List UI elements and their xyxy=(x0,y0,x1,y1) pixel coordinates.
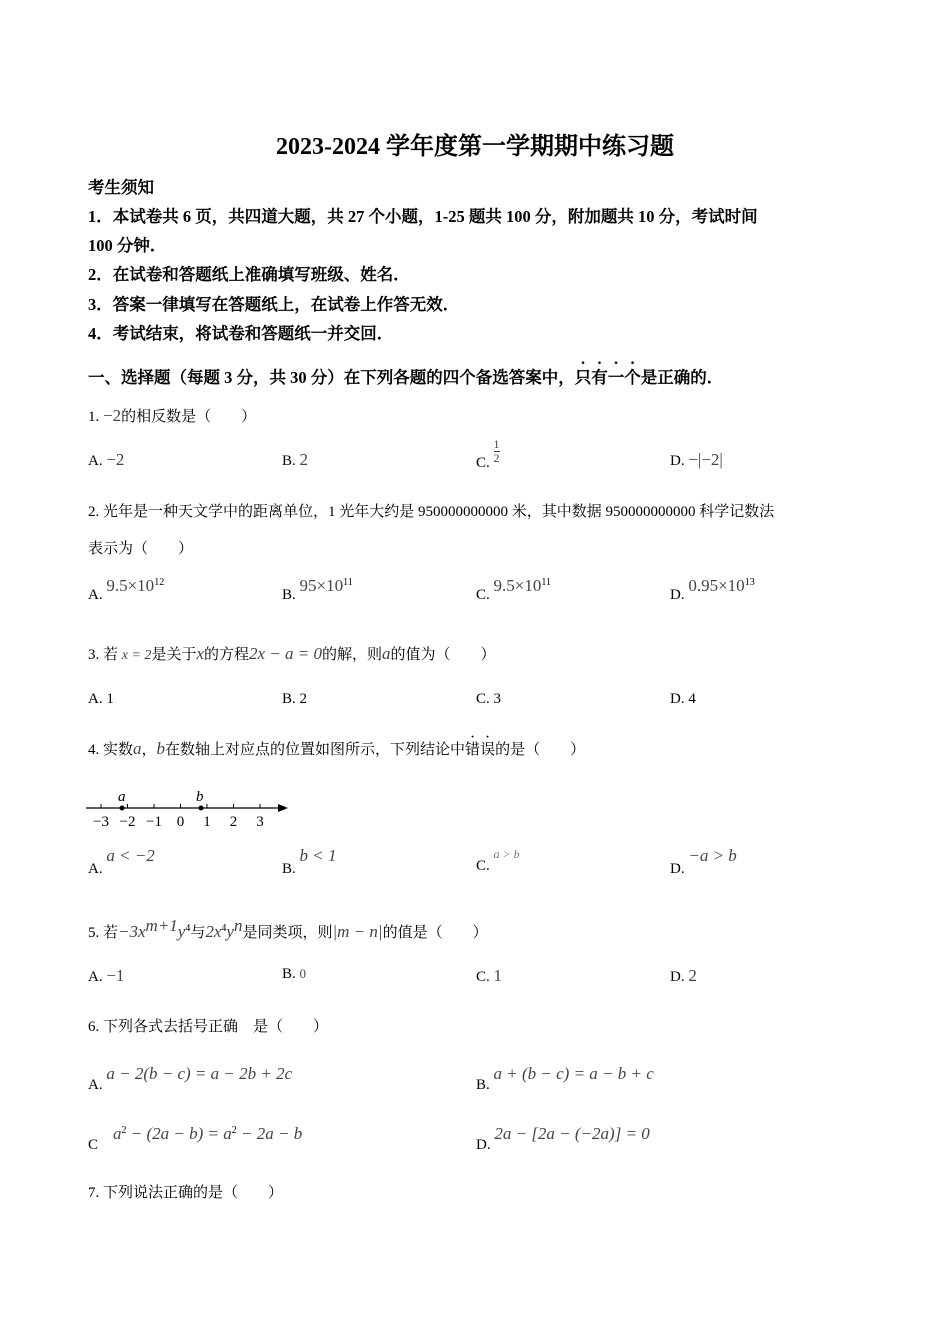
math-expr: − 2a − b xyxy=(236,1124,303,1143)
math-expr: a < −2 xyxy=(106,846,155,865)
denominator: 2 xyxy=(493,451,500,465)
q1-option-d xyxy=(670,450,723,470)
q3-option-b: B. 2 xyxy=(282,691,308,707)
option-label: A. xyxy=(88,587,103,603)
q3-option-a: A. 1 xyxy=(88,691,114,707)
emph-char: 有 xyxy=(591,368,608,387)
q5-option-a xyxy=(88,966,124,986)
point-a-marker xyxy=(120,806,125,811)
fraction xyxy=(494,438,500,465)
axis-tick-labels xyxy=(93,814,264,830)
point-b-label: b xyxy=(196,789,204,805)
math-expr: 2a − [2a − (−2a)] = 0 xyxy=(494,1124,650,1143)
question-1 xyxy=(88,405,256,426)
q5-option-b xyxy=(282,966,306,983)
emph-char: 错 xyxy=(465,742,481,758)
option-label: A. xyxy=(88,1077,103,1093)
q6-option-d xyxy=(476,1124,650,1154)
axis-tick-label: −3 xyxy=(93,814,109,830)
math-expr: 9.5×10 xyxy=(106,576,155,595)
math-var: y xyxy=(177,922,186,941)
exponent: m+1 xyxy=(145,916,178,935)
notice-item-1: 1．本试卷共 6 页，共四道大题，共 27 个小题，1-25 题共 100 分，附加题共 10 分，考试时间 xyxy=(88,207,758,226)
exponent: 11 xyxy=(541,577,551,588)
question-2-line-1: 2. 光年是一种天文学中的距离单位，1 光年大约是 950000000000 米，其中数据 950000000000 科学记数法 xyxy=(88,504,775,520)
q2-option-c xyxy=(476,576,551,604)
option-label: C. xyxy=(476,587,490,603)
q3-option-c: C. 3 xyxy=(476,691,502,707)
q5-option-d xyxy=(670,966,697,986)
math-expr: a > b xyxy=(493,847,520,861)
q2-option-d xyxy=(670,576,755,604)
math-expr: a − 2(b − c) = a − 2b + 2c xyxy=(106,1064,293,1083)
math-expr: 2x xyxy=(205,922,222,941)
option-label: B. xyxy=(282,966,296,982)
math-expr: −2 xyxy=(106,450,125,469)
exponent: 11 xyxy=(343,577,353,588)
point-a-label: a xyxy=(118,789,126,805)
q4-option-a xyxy=(88,846,155,878)
question-text: 的相反数是（ ） xyxy=(121,409,257,425)
option-label: C. xyxy=(476,454,490,471)
option-label: D. xyxy=(670,587,685,603)
q6-option-b xyxy=(476,1064,654,1094)
question-number: 1. xyxy=(88,409,100,425)
question-number: 3. 若 xyxy=(88,647,119,663)
option-label: D. xyxy=(670,453,685,469)
option-label: C. xyxy=(476,969,490,985)
notice-item-1-cont: 100 分钟． xyxy=(88,236,167,255)
question-text: 的方程 xyxy=(204,647,250,663)
option-label: B. xyxy=(282,453,296,469)
question-text: 与 xyxy=(190,925,206,941)
emph-char: 一 xyxy=(607,368,625,387)
math-expr: |m − n| xyxy=(332,922,383,941)
question-text: 的值是（ ） xyxy=(382,925,488,941)
axis-tick-label: −1 xyxy=(146,814,162,830)
question-text: 是同类项，则 xyxy=(242,925,333,941)
axis-tick-label: 1 xyxy=(203,814,211,830)
exponent: 13 xyxy=(744,577,755,588)
emph-char: 只 xyxy=(574,368,592,387)
q4-option-c xyxy=(476,846,520,875)
numerator: 1 xyxy=(493,437,500,451)
math-expr: b < 1 xyxy=(299,846,337,865)
question-4 xyxy=(88,738,585,759)
exponent: 4 xyxy=(185,923,191,934)
math-var: a xyxy=(113,1124,122,1143)
math-var: y xyxy=(226,922,234,941)
math-var: x xyxy=(196,644,204,663)
q4-option-d xyxy=(670,846,737,878)
question-text: 的是（ ） xyxy=(495,742,586,758)
q6-option-a xyxy=(88,1064,292,1094)
math-expr: −1 xyxy=(106,966,125,985)
exponent: n xyxy=(233,916,243,935)
option-label: D. xyxy=(476,1137,491,1153)
punctuation: ， xyxy=(141,742,157,758)
emph-char: 个 xyxy=(624,368,641,387)
q1-option-a xyxy=(88,450,124,470)
option-label: A. xyxy=(88,969,103,985)
math-expr: 2x − a = 0 xyxy=(249,644,323,663)
section-1-head: 一、选择题（每题 3 分，共 30 分）在下列各题的四个备选答案中， xyxy=(88,368,575,387)
question-text: 的解，则 xyxy=(322,647,383,663)
notice-item-4: 4．考试结束，将试卷和答题纸一并交回． xyxy=(88,324,394,343)
math-expr: 9.5×10 xyxy=(493,576,542,595)
q3-option-d: D. 4 xyxy=(670,691,696,707)
option-label: D. xyxy=(670,969,685,985)
math-expr: 2 xyxy=(688,966,697,985)
question-5 xyxy=(88,916,488,942)
question-3 xyxy=(88,643,496,664)
exponent: 12 xyxy=(154,577,165,588)
option-label: C xyxy=(88,1137,99,1153)
question-text: 的值为（ ） xyxy=(390,647,496,663)
page-title: 2023-2024 学年度第一学期期中练习题 xyxy=(276,134,674,160)
question-number: 5. 若 xyxy=(88,925,119,941)
option-label: B. xyxy=(282,587,296,603)
option-label: B. xyxy=(476,1077,490,1093)
q1-option-c xyxy=(476,438,500,472)
math-expr: 1 xyxy=(493,966,503,985)
question-7: 7. 下列说法正确的是（ ） xyxy=(88,1185,284,1201)
q5-option-c xyxy=(476,966,502,986)
math-expr: 0 xyxy=(299,966,307,981)
q4-option-b xyxy=(282,846,337,878)
q2-option-b xyxy=(282,576,353,604)
q6-option-c xyxy=(88,1124,302,1154)
point-b-marker xyxy=(199,806,204,811)
question-text: 在数轴上对应点的位置如图所示，下列结论中 xyxy=(165,742,466,758)
notice-item-2: 2．在试卷和答题纸上准确填写班级、姓名． xyxy=(88,265,410,284)
axis-tick-label: 3 xyxy=(256,814,264,830)
number-line-figure xyxy=(84,786,294,832)
math-var: a xyxy=(382,644,391,663)
section-1-tail: 是正确的． xyxy=(640,368,724,387)
math-expr: 95×10 xyxy=(299,576,344,595)
emph-char: 误 xyxy=(480,742,496,758)
option-label: C. xyxy=(476,858,490,874)
arrow-head-icon xyxy=(278,804,288,812)
math-expr: −a > b xyxy=(688,846,737,865)
option-label: D. xyxy=(670,861,685,877)
question-2-line-2: 表示为（ ） xyxy=(88,541,194,557)
math-expr: −3x xyxy=(118,922,146,941)
notice-heading: 考生须知 xyxy=(88,178,154,197)
axis-tick-label: −2 xyxy=(119,814,136,830)
math-expr: −|−2| xyxy=(688,450,723,469)
option-label: A. xyxy=(88,453,103,469)
axis-tick-label: 0 xyxy=(176,814,185,830)
q2-option-a xyxy=(88,576,164,604)
math-expr: a + (b − c) = a − b + c xyxy=(493,1064,654,1083)
exponent: 4 xyxy=(221,923,227,934)
question-number: 4. 实数 xyxy=(88,742,134,758)
math-expr: −2 xyxy=(103,406,122,425)
notice-item-3: 3．答案一律填写在答题纸上，在试卷上作答无效． xyxy=(88,295,460,314)
math-var: b xyxy=(156,739,166,758)
math-var: a xyxy=(133,739,142,758)
option-label: B. xyxy=(282,861,296,877)
exponent: 2 xyxy=(231,1125,237,1136)
question-text: 是关于 xyxy=(151,647,197,663)
math-expr: x = 2 xyxy=(121,648,152,663)
math-expr: − (2a − b) = a xyxy=(126,1124,232,1143)
q1-option-b xyxy=(282,450,308,470)
question-6: 6. 下列各式去括号正确 是（ ） xyxy=(88,1019,329,1035)
math-expr: 2 xyxy=(299,450,309,469)
exponent: 2 xyxy=(121,1125,127,1136)
option-label: A. xyxy=(88,861,103,877)
math-expr: 0.95×10 xyxy=(688,576,745,595)
axis-tick-label: 2 xyxy=(229,814,238,830)
section-1-heading xyxy=(88,364,723,388)
